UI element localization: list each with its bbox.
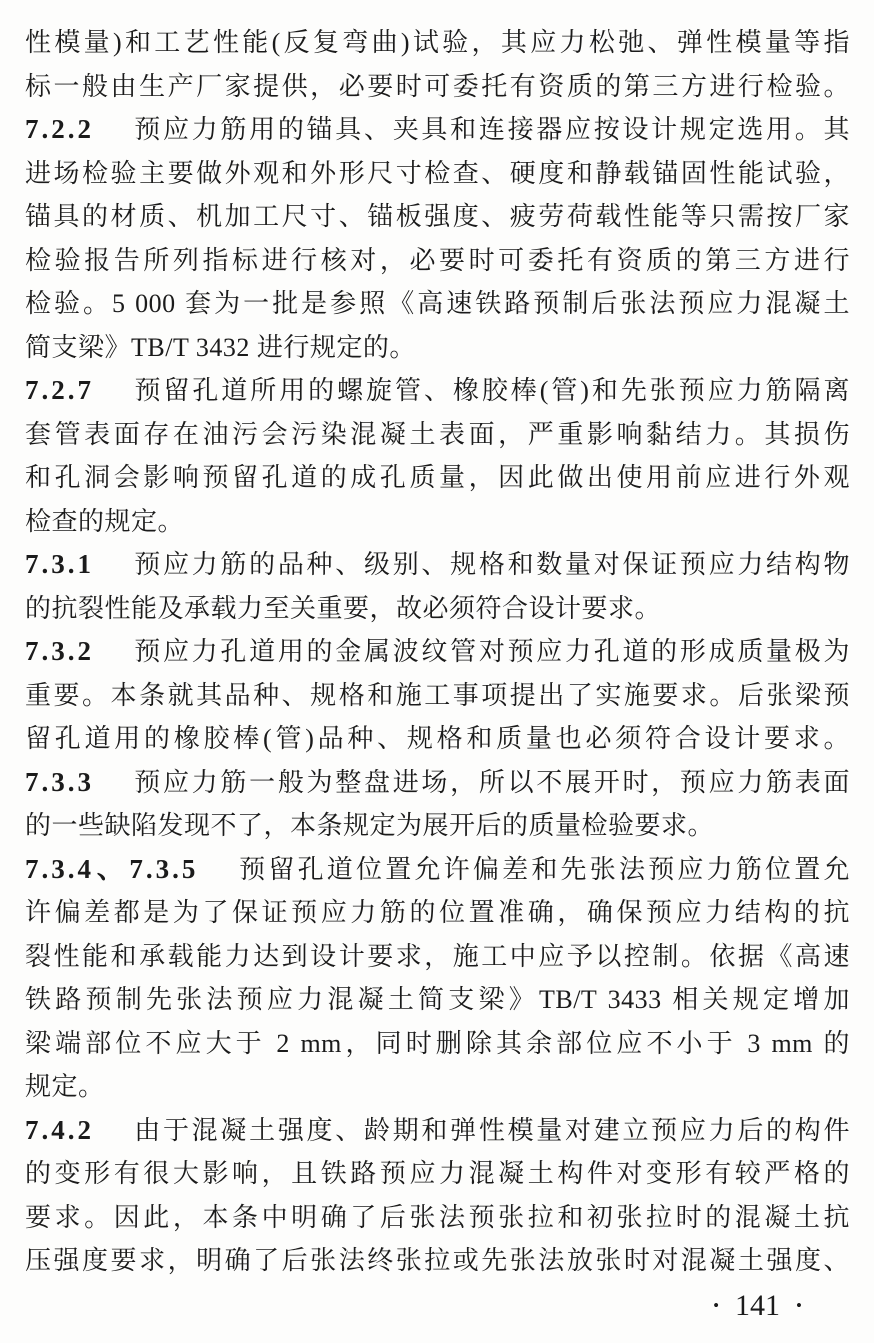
paragraph-text: 预应力筋一般为整盘进场，所以不展开时，预应力筋表面: [132, 767, 850, 797]
paragraph: [25, 848, 850, 1109]
paragraph: [25, 1109, 850, 1283]
paragraph-line: [25, 630, 850, 674]
paragraph-text: 预留孔道位置允许偏差和先张法预应力筋位置允: [236, 854, 850, 884]
paragraph-line: [25, 543, 850, 587]
body-text: [25, 21, 850, 1283]
paragraph-line: 的一些缺陷发现不了，本条规定为展开后的质量检验要求。: [25, 811, 715, 840]
paragraph-line: [25, 369, 850, 413]
section-number: 7.4.2: [25, 1114, 94, 1145]
paragraph-line: 进场检验主要做外观和外形尺寸检查、硬度和静载锚固性能试验，: [25, 158, 850, 188]
paragraph-text: 预应力筋的品种、级别、规格和数量对保证预应力结构物: [132, 550, 850, 579]
paragraph-line: 检查的规定。: [25, 506, 185, 536]
paragraph-line: 的变形有很大影响，且铁路预应力混凝土构件对变形有较严格的: [25, 1159, 850, 1188]
paragraph-text: 预应力筋用的锚具、夹具和连接器应按设计规定选用。其: [132, 115, 850, 144]
paragraph: [25, 369, 850, 543]
section-number: 7.3.4、7.3.5: [25, 853, 199, 884]
paragraph-text: 由于混凝土强度、龄期和弹性模量对建立预应力后的构件: [132, 1115, 850, 1145]
paragraph-line: 要求。因此，本条中明确了后张法预张拉和初张拉时的混凝土抗: [25, 1202, 850, 1232]
section-number: 7.2.7: [25, 375, 94, 405]
paragraph-text: 预应力孔道用的金属波纹管对预应力孔道的形成质量极为: [132, 637, 850, 666]
paragraph: [25, 761, 850, 848]
paragraph-line: 的抗裂性能及承载力至关重要，故必须符合设计要求。: [25, 593, 662, 623]
paragraph-line: 性模量)和工艺性能(反复弯曲)试验，其应力松弛、弹性模量等指: [25, 28, 850, 57]
page-number: 141: [735, 1288, 781, 1322]
footer-dot-left: •: [713, 1295, 720, 1315]
paragraph: [25, 630, 850, 761]
paragraph-line: 铁路预制先张法预应力混凝土简支梁》TB/T 3433 相关规定增加: [25, 985, 850, 1014]
paragraph-line: 规定。: [25, 1072, 105, 1101]
page-footer: [25, 1285, 850, 1327]
paragraph-line: 压强度要求，明确了后张法终张拉或先张法放张时对混凝土强度、: [25, 1246, 850, 1275]
paragraph-line: 检验。5 000 套为一批是参照《高速铁路预制后张法预应力混凝土: [25, 289, 850, 318]
paragraph: [25, 21, 850, 108]
section-number: 7.2.2: [25, 114, 94, 144]
paragraph-line: 重要。本条就其品种、规格和施工事项提出了实施要求。后张梁预: [25, 680, 850, 710]
paragraph-line: 检验报告所列指标进行核对，必要时可委托有资质的第三方进行: [25, 245, 850, 275]
paragraph: [25, 108, 850, 369]
paragraph-line: 套管表面存在油污会污染混凝土表面，严重影响黏结力。其损伤: [25, 419, 850, 449]
paragraph-line: [25, 761, 850, 805]
paragraph-line: [25, 108, 850, 152]
paragraph-line: 标一般由生产厂家提供，必要时可委托有资质的第三方进行检验。: [25, 71, 850, 101]
paragraph-line: 许偏差都是为了保证预应力筋的位置准确，确保预应力结构的抗: [25, 898, 850, 927]
paragraph-line: 简支梁》TB/T 3432 进行规定的。: [25, 332, 416, 362]
paragraph-line: [25, 1109, 850, 1153]
section-number: 7.3.2: [25, 636, 94, 666]
paragraph-line: 和孔洞会影响预留孔道的成孔质量，因此做出使用前应进行外观: [25, 463, 850, 492]
section-number: 7.3.3: [25, 766, 94, 797]
paragraph-line: 梁端部位不应大于 2 mm，同时删除其余部位应不小于 3 mm 的: [25, 1028, 850, 1058]
paragraph-text: 预留孔道所用的螺旋管、橡胶棒(管)和先张预应力筋隔离: [132, 376, 850, 405]
footer-dot-right: •: [796, 1295, 802, 1315]
paragraph-line: 裂性能和承载能力达到设计要求，施工中应予以控制。依据《高速: [25, 941, 850, 971]
paragraph-line: 留孔道用的橡胶棒(管)品种、规格和质量也必须符合设计要求。: [25, 724, 850, 753]
paragraph: [25, 543, 850, 630]
paragraph-line: 锚具的材质、机加工尺寸、锚板强度、疲劳荷载性能等只需按厂家: [25, 202, 850, 231]
section-number: 7.3.1: [25, 549, 94, 579]
paragraph-line: [25, 848, 850, 892]
